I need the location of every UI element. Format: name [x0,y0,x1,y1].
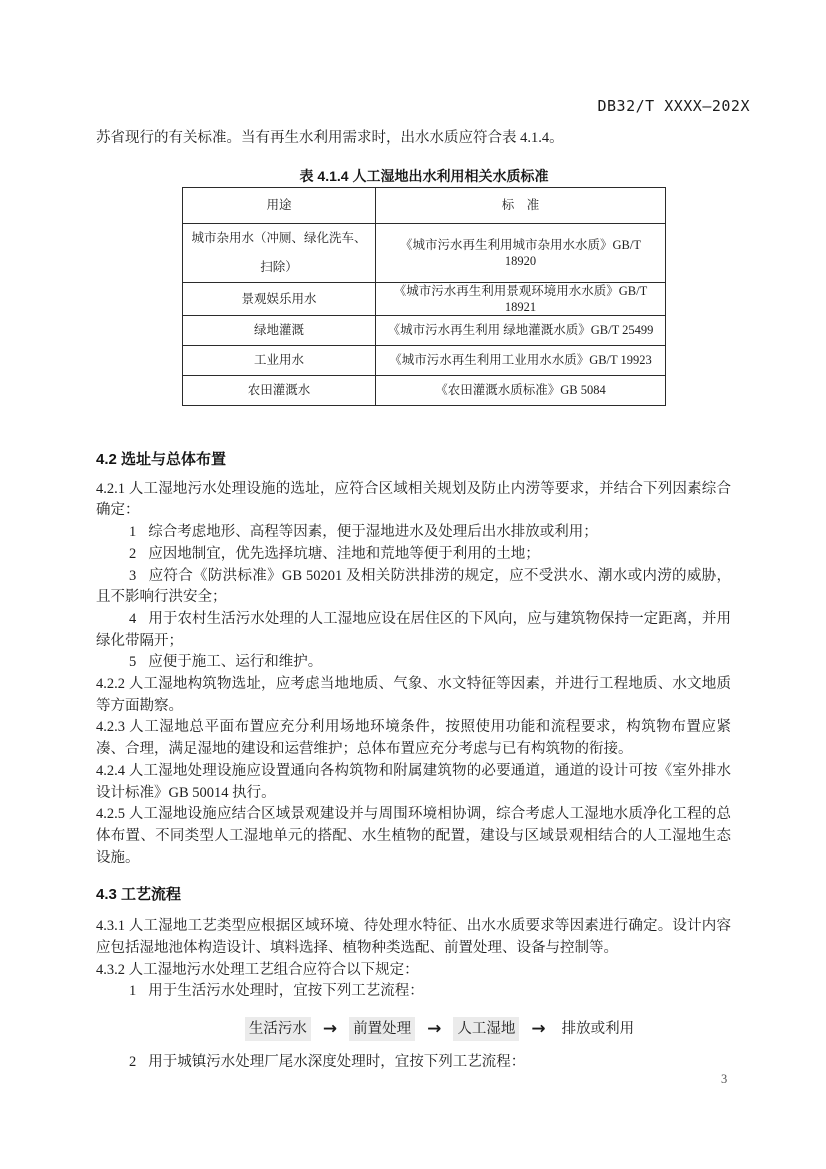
table-cell: 绿地灌溉 [183,315,376,345]
list-item [96,981,731,1003]
table-row [183,345,666,375]
item-text: 用于农村生活污水处理的人工湿地应设在居住区的下风向，应与建筑物保持一定距离，并用绿化带隔开； [96,610,731,649]
list-item [96,522,731,544]
table-title: 表 4.1.4 人工湿地出水利用相关水质标准 [299,167,549,184]
arrow-right-icon: → [322,1019,338,1040]
arrow-right-icon: → [531,1019,546,1040]
table-row [183,282,666,315]
paragraph-4-3-2: 4.3.2 人工湿地污水处理工艺组合应符合以下规定： [96,961,419,978]
item-text: 用于城镇污水处理厂尾水深度处理时，宜按下列工艺流程： [148,1054,526,1071]
process-flow [124,1017,759,1041]
table-row [183,223,666,282]
table-cell: 《城市污水再生利用景观环境用水水质》GB/T 18921 [376,282,666,315]
page-number: 3 [721,1072,728,1086]
water-quality-standards-table [182,187,666,406]
item-number: 2 [129,1054,137,1071]
list-item [96,1052,731,1074]
item-number: 2 [129,545,137,562]
table-cell: 《城市污水再生利用城市杂用水水质》GB/T 18920 [376,223,666,282]
flow-step-discharge: 排放或利用 [561,1021,635,1038]
paragraph-4-3-1: 4.3.1 人工湿地工艺类型应根据区域环境、待处理水特征、出水水质要求等因素进行确定。设计内容应包括湿地池体构造设计、填料选择、植物种类选配、前置处理、设备与控制等。 [96,918,731,957]
section-heading-4-3: 4.3 工艺流程 [96,886,182,904]
paragraph-4-2-3: 4.2.3 人工湿地总平面布置应充分利用场地环境条件，按照使用功能和流程要求，构筑物布置应紧凑、合理，满足湿地的建设和运营维护；总体布置应充分考虑与已有构筑物的衔接。 [96,719,731,758]
flow-step-pretreatment: 前置处理 [349,1017,415,1041]
item-number: 5 [129,654,137,671]
flow-step-wetland: 人工湿地 [453,1017,519,1041]
table-header-cell: 标 准 [376,187,666,223]
list-item [96,652,731,674]
table-cell: 农田灌溉水 [183,375,376,405]
table-row [183,315,666,345]
table-cell: 《城市污水再生利用工业用水水质》GB/T 19923 [376,345,666,375]
paragraph-4-2-1: 4.2.1 人工湿地污水处理设施的选址，应符合区域相关规划及防止内涝等要求，并结合下列因素综合确定： [96,480,731,519]
arrow-right-icon: → [427,1019,442,1040]
doc-number: DB32/T XXXX—202X [597,97,750,115]
table-cell: 《农田灌溉水质标准》GB 5084 [376,375,666,405]
list-item [96,609,731,652]
table-header-row [183,187,666,223]
paragraph-4-2-2: 4.2.2 人工湿地构筑物选址，应考虑当地地质、气象、水文特征等因素，并进行工程地质、水文地质等方面勘察。 [96,676,731,714]
table-cell: 城市杂用水（冲厕、绿化洗车、扫除） [183,223,376,282]
paragraph-4-2-5: 4.2.5 人工湿地设施应结合区域景观建设并与周围环境相协调，综合考虑人工湿地水质净化工程的总体布置、不同类型人工湿地单元的搭配、水生植物的配置，建设与区域景观相结合的人工湿地生态设施。 [96,806,731,866]
flow-step-source: 生活污水 [245,1017,311,1041]
item-number: 3 [129,567,137,584]
table-cell: 《城市污水再生利用 绿地灌溉水质》GB/T 25499 [376,315,666,345]
intro-paragraph: 苏省现行的有关标准。当有再生水利用需求时，出水水质应符合表 4.1.4。 [96,130,564,146]
item-text: 应因地制宜，优先选择坑塘、洼地和荒地等便于利用的土地； [148,545,540,562]
page-content [96,128,731,1074]
item-text: 应符合《防洪标准》GB 50201 及相关防洪排涝的规定，应不受洪水、潮水或内涝的威胁，且不影响行洪安全； [96,567,731,606]
item-number: 1 [129,983,137,1000]
item-text: 应便于施工、运行和维护。 [148,654,323,671]
list-item [96,544,731,566]
item-text: 综合考虑地形、高程等因素，便于湿地进水及处理后出水排放或利用； [148,524,598,541]
table-cell: 工业用水 [183,345,376,375]
item-number: 1 [129,524,137,541]
table-row [183,375,666,405]
item-number: 4 [129,610,137,627]
table-cell: 景观娱乐用水 [183,282,376,315]
item-text: 用于生活污水处理时，宜按下列工艺流程： [148,983,424,1000]
list-item [96,566,731,609]
section-heading-4-2: 4.2 选址与总体布置 [96,450,227,468]
paragraph-4-2-4: 4.2.4 人工湿地处理设施应设置通向各构筑物和附属建筑物的必要通道，通道的设计可按《室外排水设计标准》GB 50014 执行。 [96,762,731,801]
table-header-cell: 用途 [183,187,376,223]
